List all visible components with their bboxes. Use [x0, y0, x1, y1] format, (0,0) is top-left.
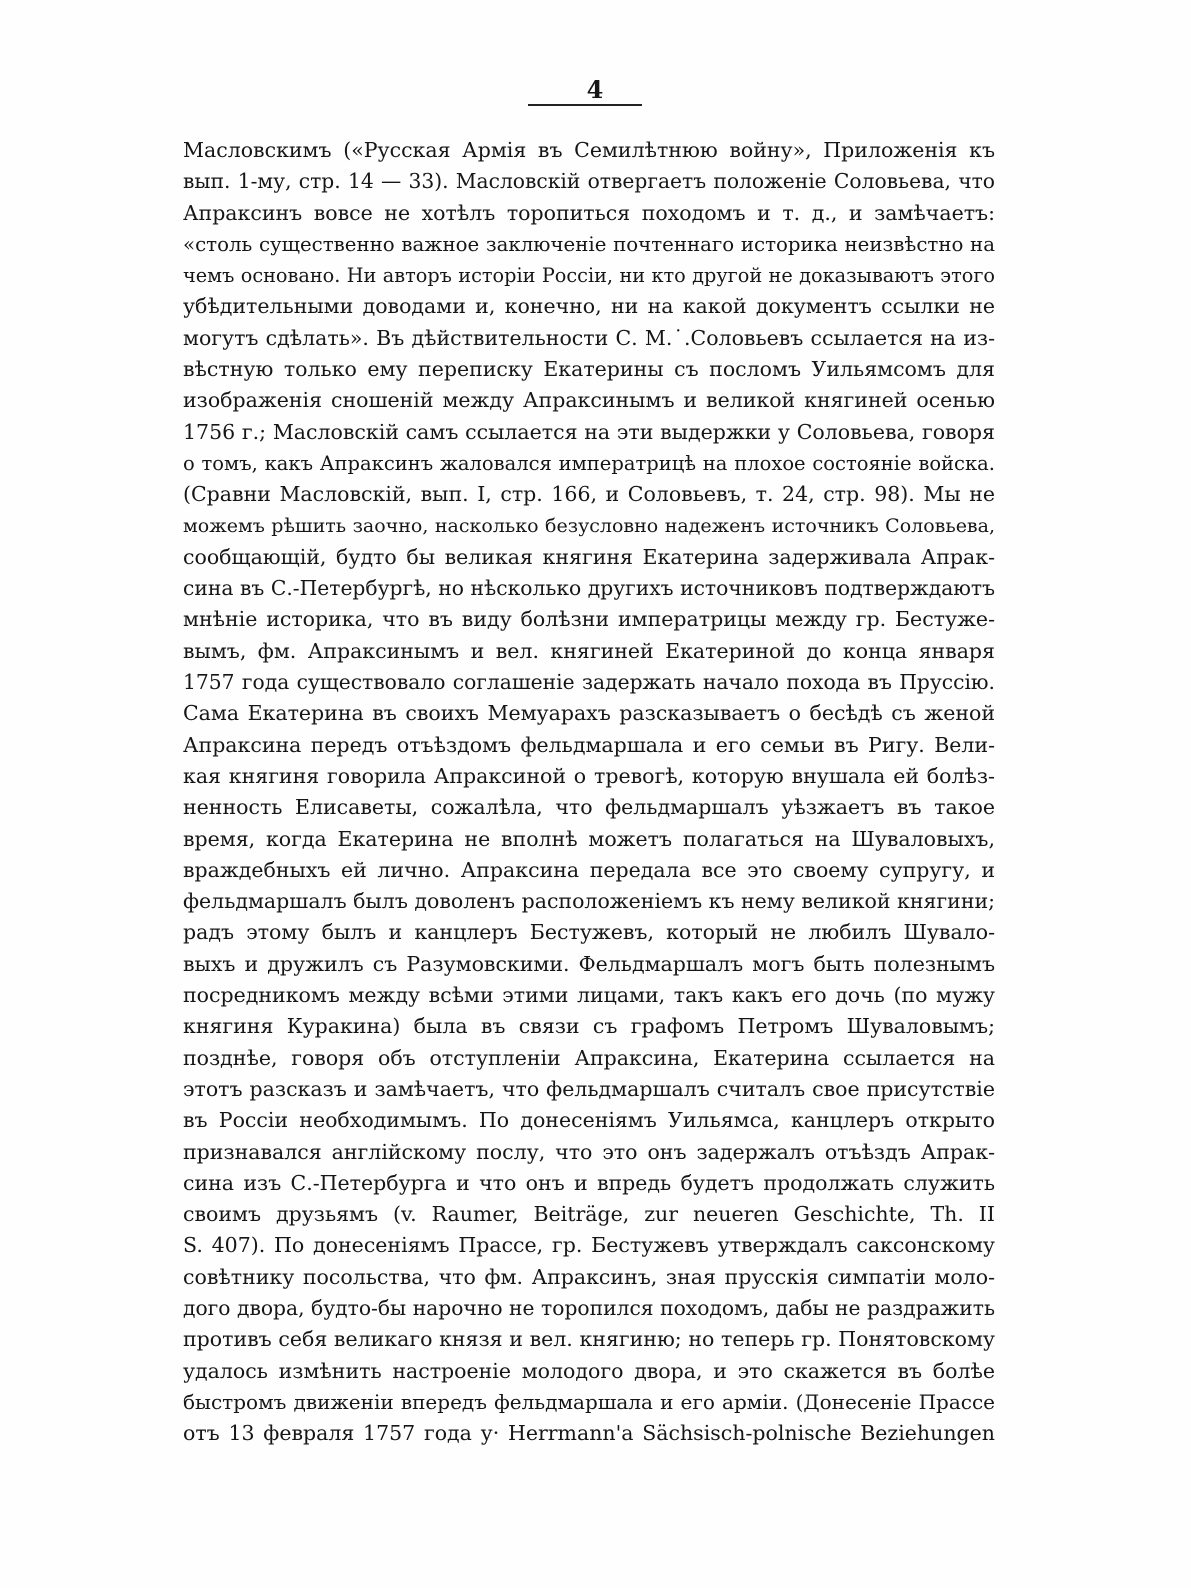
- text-line: 1756 г.; Масловскій самъ ссылается на эти выдержки у Соловьева, говоря: [183, 419, 995, 444]
- text-line: противъ себя великаго князя и вел. княгиню; но теперь гр. Понятовскому: [183, 1327, 995, 1352]
- text-line: удалось измѣнить настроеніе молодого двора, и это скажется въ болѣе: [183, 1358, 995, 1383]
- text-line: признавался англійскому послу, что это онъ задержалъ отъѣздъ Апрак-: [183, 1139, 995, 1164]
- text-line: чемъ основано. Ни авторъ исторіи Россіи, ни кто другой не доказываютъ этого: [183, 264, 995, 288]
- text-line: ненность Елисаветы, сожалѣла, что фельдмаршалъ уѣзжаетъ въ такое: [183, 795, 995, 820]
- text-line: позднѣе, говоря объ отступленіи Апраксина, Екатерина ссылается на: [183, 1045, 995, 1070]
- page-number: 4: [586, 75, 605, 104]
- text-line: «столь существенно важное заключеніе почтеннаго историка неизвѣстно на: [183, 232, 995, 256]
- text-line: (Сравни Масловскій, вып. I, стр. 166, и Соловьевъ, т. 24, стр. 98). Мы не: [183, 482, 995, 507]
- text-line: о томъ, какъ Апраксинъ жаловался императрицѣ на плохое состояніе войска.: [183, 451, 995, 475]
- text-line: сообщающій, будто бы великая княгиня Екатерина задерживала Апрак-: [183, 544, 995, 569]
- text-line: Сама Екатерина въ своихъ Мемуарахъ разсказываетъ о бесѣдѣ съ женой: [183, 701, 995, 726]
- text-line: своимъ друзьямъ (v. Raumer, Beiträge, zur neueren Geschichte, Th. II: [183, 1202, 995, 1227]
- header-rule: [528, 104, 642, 106]
- text-line: враждебныхъ ей лично. Апраксина передала все это своему супругу, и: [183, 857, 995, 882]
- text-line: мнѣніе историка, что въ виду болѣзни императрицы между гр. Бестуже-: [183, 607, 995, 632]
- text-line: можемъ рѣшить заочно, насколько безусловно надеженъ источникъ Соловьева,: [183, 514, 995, 537]
- text-line: сина въ С.-Петербургѣ, но нѣсколько другихъ источниковъ подтверждаютъ: [183, 576, 995, 601]
- text-line: Масловскимъ («Русская Армія въ Семилѣтнюю войну», Приложенія къ: [183, 138, 995, 162]
- text-line: S. 407). По донесеніямъ Прассе, гр. Бестужевъ утверждалъ саксонскому: [183, 1233, 995, 1258]
- text-line: могутъ сдѣлать». Въ дѣйствительности С. М.˙.Соловьевъ ссылается на из-: [183, 325, 995, 350]
- text-line: отъ 13 февраля 1757 года у· Herrmann'a Sächsisch-polnische Beziehungen: [183, 1421, 995, 1446]
- text-line: въ Россіи необходимымъ. По донесеніямъ Уильямса, канцлеръ открыто: [183, 1108, 995, 1133]
- text-line: Апраксина передъ отъѣздомъ фельдмаршала и его семьи въ Ригу. Вели-: [183, 732, 995, 757]
- text-line: посредникомъ между всѣми этими лицами, такъ какъ его дочь (по мужу: [183, 983, 995, 1008]
- text-line: изображенія сношеній между Апраксинымъ и великой княгиней осенью: [183, 388, 995, 413]
- body-text: [183, 135, 995, 1449]
- text-line: время, когда Екатерина не вполнѣ можетъ полагаться на Шуваловыхъ,: [183, 826, 995, 851]
- text-line: сина изъ С.-Петербурга и что онъ и впредь будетъ продолжать служить: [183, 1170, 995, 1195]
- text-line: княгиня Куракина) была въ связи съ графомъ Петромъ Шуваловымъ;: [183, 1014, 995, 1039]
- text-line: этотъ разсказъ и замѣчаетъ, что фельдмаршалъ считалъ свое присутствіе: [183, 1076, 995, 1101]
- text-line: радъ этому былъ и канцлеръ Бестужевъ, который не любилъ Шувало-: [183, 920, 995, 945]
- text-line: совѣтнику посольства, что фм. Апраксинъ, зная прусскія симпатіи моло-: [183, 1264, 995, 1289]
- text-line: 1757 года существовало соглашеніе задержать начало похода въ Пруссію.: [183, 670, 995, 695]
- text-line: вымъ, фм. Апраксинымъ и вел. княгиней Екатериной до конца января: [183, 638, 995, 663]
- text-line: вѣстную только ему переписку Екатерины съ посломъ Уильямсомъ для: [183, 357, 995, 382]
- text-line: выхъ и дружилъ съ Разумовскими. Фельдмаршалъ могъ быть полезнымъ: [183, 951, 995, 976]
- text-line: Апраксинъ вовсе не хотѣлъ торопиться походомъ и т. д., и замѣчаетъ:: [183, 200, 995, 225]
- text-line: фельдмаршалъ былъ доволенъ расположеніемъ къ нему великой княгини;: [183, 889, 995, 914]
- text-line: убѣдительными доводами и, конечно, ни на какой документъ ссылки не: [183, 294, 995, 319]
- text-line: вып. 1-му, стр. 14 — 33). Масловскій отвергаетъ положеніе Соловьева, что: [183, 169, 995, 194]
- text-line: кая княгиня говорила Апраксиной о тревогѣ, которую внушала ей болѣз-: [183, 763, 995, 788]
- text-line: быстромъ движеніи впередъ фельдмаршала и его арміи. (Донесеніе Прассе: [183, 1389, 995, 1414]
- text-line: дого двора, будто-бы нарочно не торопился походомъ, дабы не раздражить: [183, 1295, 995, 1320]
